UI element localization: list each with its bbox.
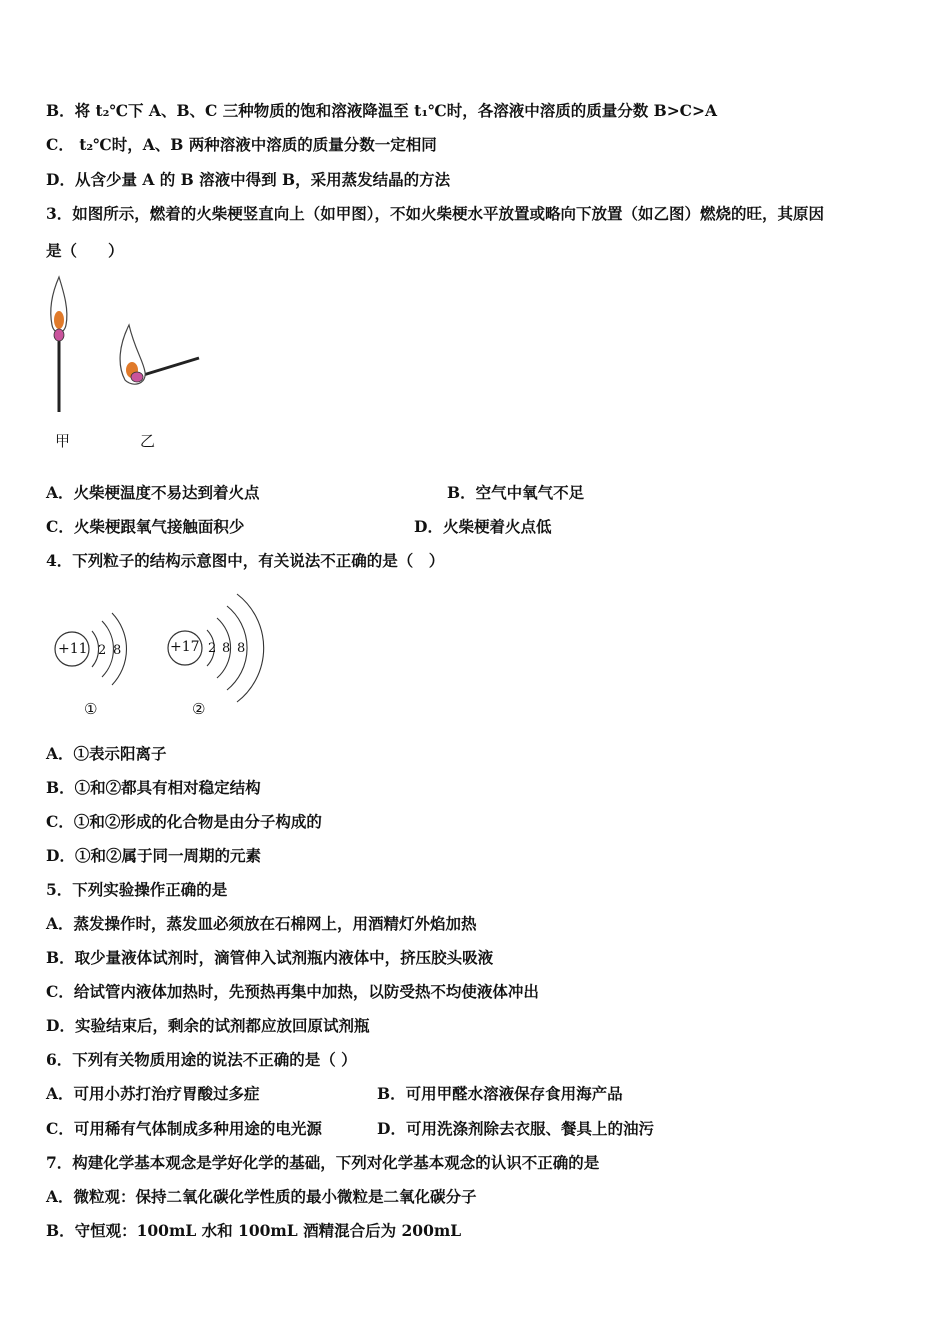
- q3-option-b: B．空气中氧气不足: [447, 483, 585, 502]
- atom1-shell1: 2: [98, 643, 107, 658]
- q4-stem: 4．下列粒子的结构示意图中，有关说法不正确的是（ ）: [46, 551, 445, 570]
- q4-option-c: C．①和②形成的化合物是由分子构成的: [46, 812, 322, 831]
- fig-label-yi: 乙: [140, 432, 156, 450]
- q4-option-a: A．①表示阳离子: [46, 744, 167, 763]
- match-vertical-figure: [44, 275, 74, 415]
- q6-option-d: D．可用洗涤剂除去衣服、餐具上的油污: [377, 1119, 654, 1138]
- match-horizontal-figure: [115, 320, 205, 390]
- q5-option-b: B．取少量液体试剂时，滴管伸入试剂瓶内液体中，挤压胶头吸液: [46, 948, 494, 967]
- q4-option-d: D．①和②属于同一周期的元素: [46, 846, 261, 865]
- q2-option-b: B．将 t₂℃下 A、B、C 三种物质的饱和溶液降温至 t₁℃时，各溶液中溶质的质量分数 B>C>A: [46, 101, 718, 120]
- q5-option-a: A．蒸发操作时，蒸发皿必须放在石棉网上，用酒精灯外焰加热: [46, 914, 477, 933]
- q5-option-c: C．给试管内液体加热时，先预热再集中加热，以防受热不均使液体冲出: [46, 982, 539, 1001]
- q7-option-a: A．微粒观：保持二氧化碳化学性质的最小微粒是二氧化碳分子: [46, 1187, 477, 1206]
- q5-stem: 5．下列实验操作正确的是: [46, 880, 228, 899]
- fig-label-jia: 甲: [55, 432, 71, 450]
- atom2-nucleus: +17: [170, 639, 200, 655]
- q6-stem: 6．下列有关物质用途的说法不正确的是（ ）: [46, 1050, 357, 1069]
- q3-option-d: D．火柴梗着火点低: [414, 517, 552, 536]
- q5-option-d: D．实验结束后，剩余的试剂都应放回原试剂瓶: [46, 1016, 370, 1035]
- q6-option-b: B．可用甲醛水溶液保存食用海产品: [377, 1084, 623, 1103]
- q3-stem-line2: 是（ ）: [46, 241, 124, 260]
- q3-option-c: C．火柴梗跟氧气接触面积少: [46, 517, 245, 536]
- q7-option-b: B．守恒观：100mL 水和 100mL 酒精混合后为 200mL: [46, 1221, 462, 1240]
- atom2-shell2: 8: [222, 641, 231, 656]
- q4-option-b: B．①和②都具有相对稳定结构: [46, 778, 261, 797]
- q2-option-c: C． t₂℃时，A、B 两种溶液中溶质的质量分数一定相同: [46, 135, 437, 154]
- q6-option-c: C．可用稀有气体制成多种用途的电光源: [46, 1119, 322, 1138]
- atom2-shell3: 8: [237, 641, 246, 656]
- atom1-nucleus: +11: [58, 641, 88, 657]
- q3-option-a: A．火柴梗温度不易达到着火点: [46, 483, 260, 502]
- atom2-shell1: 2: [208, 641, 217, 656]
- atom2-label: ②: [192, 700, 206, 718]
- q3-stem-line1: 3．如图所示，燃着的火柴梗竖直向上（如甲图），不如火柴梗水平放置或略向下放置（如乙图）燃烧的旺，其原因: [46, 204, 825, 223]
- atom1-label: ①: [84, 700, 98, 718]
- atom1-shell2: 8: [113, 643, 122, 658]
- q7-stem: 7．构建化学基本观念是学好化学的基础，下列对化学基本观念的认识不正确的是: [46, 1153, 600, 1172]
- q2-option-d: D．从含少量 A 的 B 溶液中得到 B，采用蒸发结晶的方法: [46, 170, 451, 189]
- q6-option-a: A．可用小苏打治疗胃酸过多症: [46, 1084, 260, 1103]
